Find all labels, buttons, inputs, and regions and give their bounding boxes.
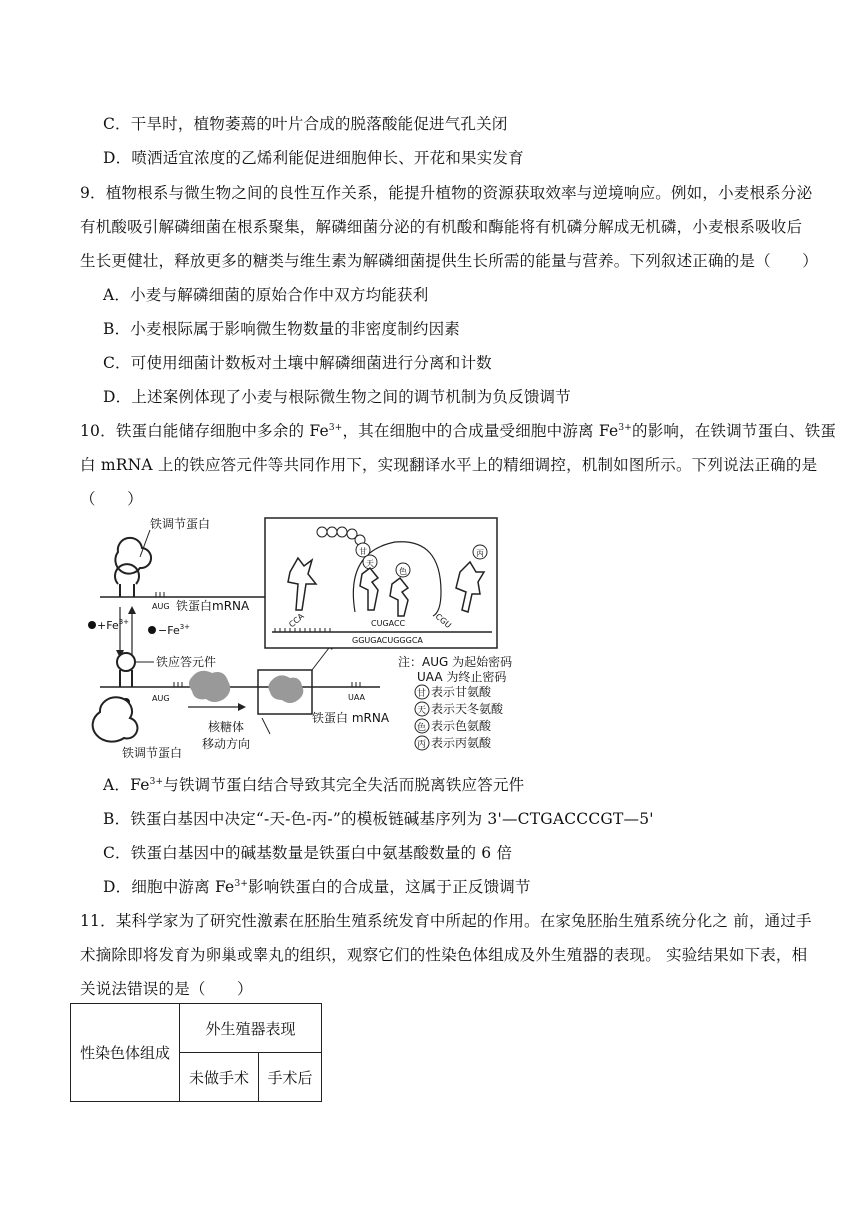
label-ribosome: 核糖体 (208, 720, 245, 734)
legend-ala-symbol: 丙 (417, 740, 427, 750)
q8-option-d: D．喷洒适宜浓度的乙烯利能促进细胞伸长、开花和果实发育 (103, 149, 524, 167)
label-ferritin-mrna-bottom: 铁蛋白 mRNA (312, 711, 390, 725)
aa-gly: 甘 (359, 547, 367, 556)
q10-option-c: C．铁蛋白基因中的碱基数量是铁蛋白中氨基酸数量的 6 倍 (103, 844, 513, 862)
label-direction: 移动方向 (202, 737, 251, 751)
codon-uaa: UAA (348, 693, 366, 702)
legend-trp-symbol: 色 (417, 723, 427, 733)
q10-stem-line3: （ ） (80, 490, 143, 508)
header-after-surgery: 手术后 (259, 1053, 322, 1102)
q9-option-a: A．小麦与解磷细菌的原始合作中双方均能获利 (103, 286, 429, 304)
q11-results-table (70, 1003, 322, 1102)
anticodon-3: CGU (433, 611, 453, 631)
legend-gly: 表示甘氨酸 (431, 685, 492, 699)
ribosome-2 (268, 675, 303, 703)
legend-asp-symbol: 天 (417, 706, 427, 716)
q10-option-d: D．细胞中游离 $Fe^{3+}$影响铁蛋白的合成量，这属于正反馈调节 (103, 878, 531, 896)
q10-stem-line2: 白 mRNA 上的铁应答元件等共同作用下，实现翻译水平上的精细调控，机制如图所示。下列说法正确的是 (80, 456, 818, 474)
q8-option-c: C．干旱时，植物萎蔫的叶片合成的脱落酸能促进气孔关闭 (103, 115, 508, 133)
ribosome-1 (189, 671, 230, 702)
legend-trp: 表示色氨酸 (431, 719, 492, 733)
label-iron-reg-bottom: 铁调节蛋白 (122, 746, 183, 760)
header-sex-chrom: 性染色体组成 (71, 1004, 180, 1102)
q9-stem-line2: 有机酸吸引解磷细菌在根系聚集，解磷细菌分泌的有机酸和酶能将有机磷分解成无机磷，小麦根系吸收后 (80, 218, 803, 236)
q11-stem-line3: 关说法错误的是（ ） (80, 980, 253, 998)
fe-dot-plus (88, 621, 96, 629)
iron-reg-protein-top (115, 538, 151, 574)
aa-asp: 天 (366, 559, 374, 568)
aa-trp: 色 (399, 567, 407, 576)
note-title: 注：AUG 为起始密码 (398, 655, 513, 669)
fe-dot-minus (148, 626, 156, 634)
label-minus-fe: $-Fe^{3+}$ (158, 623, 191, 637)
mrna-seq: GGUGACUGGGCA (352, 636, 423, 645)
label-ire: 铁应答元件 (156, 655, 217, 669)
label-iron-reg-top: 铁调节蛋白 (150, 517, 211, 531)
q10-option-a: A．$Fe^{3+}$与铁调节蛋白结合导致其完全失活而脱离铁应答元件 (103, 776, 525, 794)
anticodon-1: CCA (287, 611, 306, 630)
legend-gly-symbol: 甘 (417, 689, 427, 699)
q9-stem-line3: 生长更健壮，释放更多的糖类与维生素为解磷细菌提供生长所需的能量与营养。下列叙述正确的是（ ） (80, 252, 818, 270)
q9-option-d: D．上述案例体现了小麦与根际微生物之间的调节机制为负反馈调节 (103, 388, 571, 406)
anticodon-2: CUGACC (371, 619, 406, 628)
note-uaa: UAA 为终止密码 (417, 670, 507, 684)
q9-stem-line1: 9．植物根系与微生物之间的良性互作关系，能提升植物的资源获取效率与逆境响应。例如，小麦根系分泌 (80, 184, 813, 202)
q11-stem-line1: 11．某科学家为了研究性激素在胚胎生殖系统发育中所起的作用。在家兔胚胎生殖系统分化之 前，通过手 (80, 912, 812, 930)
q9-option-b: B．小麦根际属于影响微生物数量的非密度制约因素 (103, 320, 460, 338)
figure-svg (80, 512, 540, 762)
ferritin-regulation-figure (80, 512, 540, 762)
stem-loop-bottom (117, 653, 135, 671)
peptide-bead-2 (327, 527, 337, 537)
aa-ala: 丙 (476, 549, 484, 558)
peptide-bead-3 (337, 527, 347, 537)
q11-stem-line2: 术摘除即将发育为卵巢或睾丸的组织，观察它们的性染色体组成及外生殖器的表现。 实验结果如下表，相 (80, 946, 808, 964)
q10-stem-line1: 10．铁蛋白能储存细胞中多余的 $Fe^{3+}$，其在细胞中的合成量受细胞中游离 $Fe^{3+}$的影响，在铁调节蛋白、铁蛋 (80, 422, 837, 440)
label-ferritin-mrna-top: 铁蛋白mRNA (176, 599, 250, 613)
iron-reg-protein-bottom (93, 697, 138, 741)
codon-aug-top: AUG (152, 602, 170, 611)
legend-ala: 表示丙氨酸 (431, 736, 492, 750)
header-external: 外生殖器表现 (180, 1004, 322, 1053)
q10-option-b: B．铁蛋白基因中决定“-天-色-丙-”的模板链碱基序列为 3'—CTGACCCGT—5' (103, 810, 654, 828)
header-no-surgery: 未做手术 (180, 1053, 259, 1102)
q9-option-c: C．可使用细菌计数板对土壤中解磷细菌进行分离和计数 (103, 354, 492, 372)
codon-aug-bottom: AUG (152, 694, 170, 703)
label-plus-fe: $+Fe^{3+}$ (97, 618, 130, 632)
peptide-bead-1 (317, 527, 327, 537)
legend-asp: 表示天冬氨酸 (431, 702, 504, 716)
